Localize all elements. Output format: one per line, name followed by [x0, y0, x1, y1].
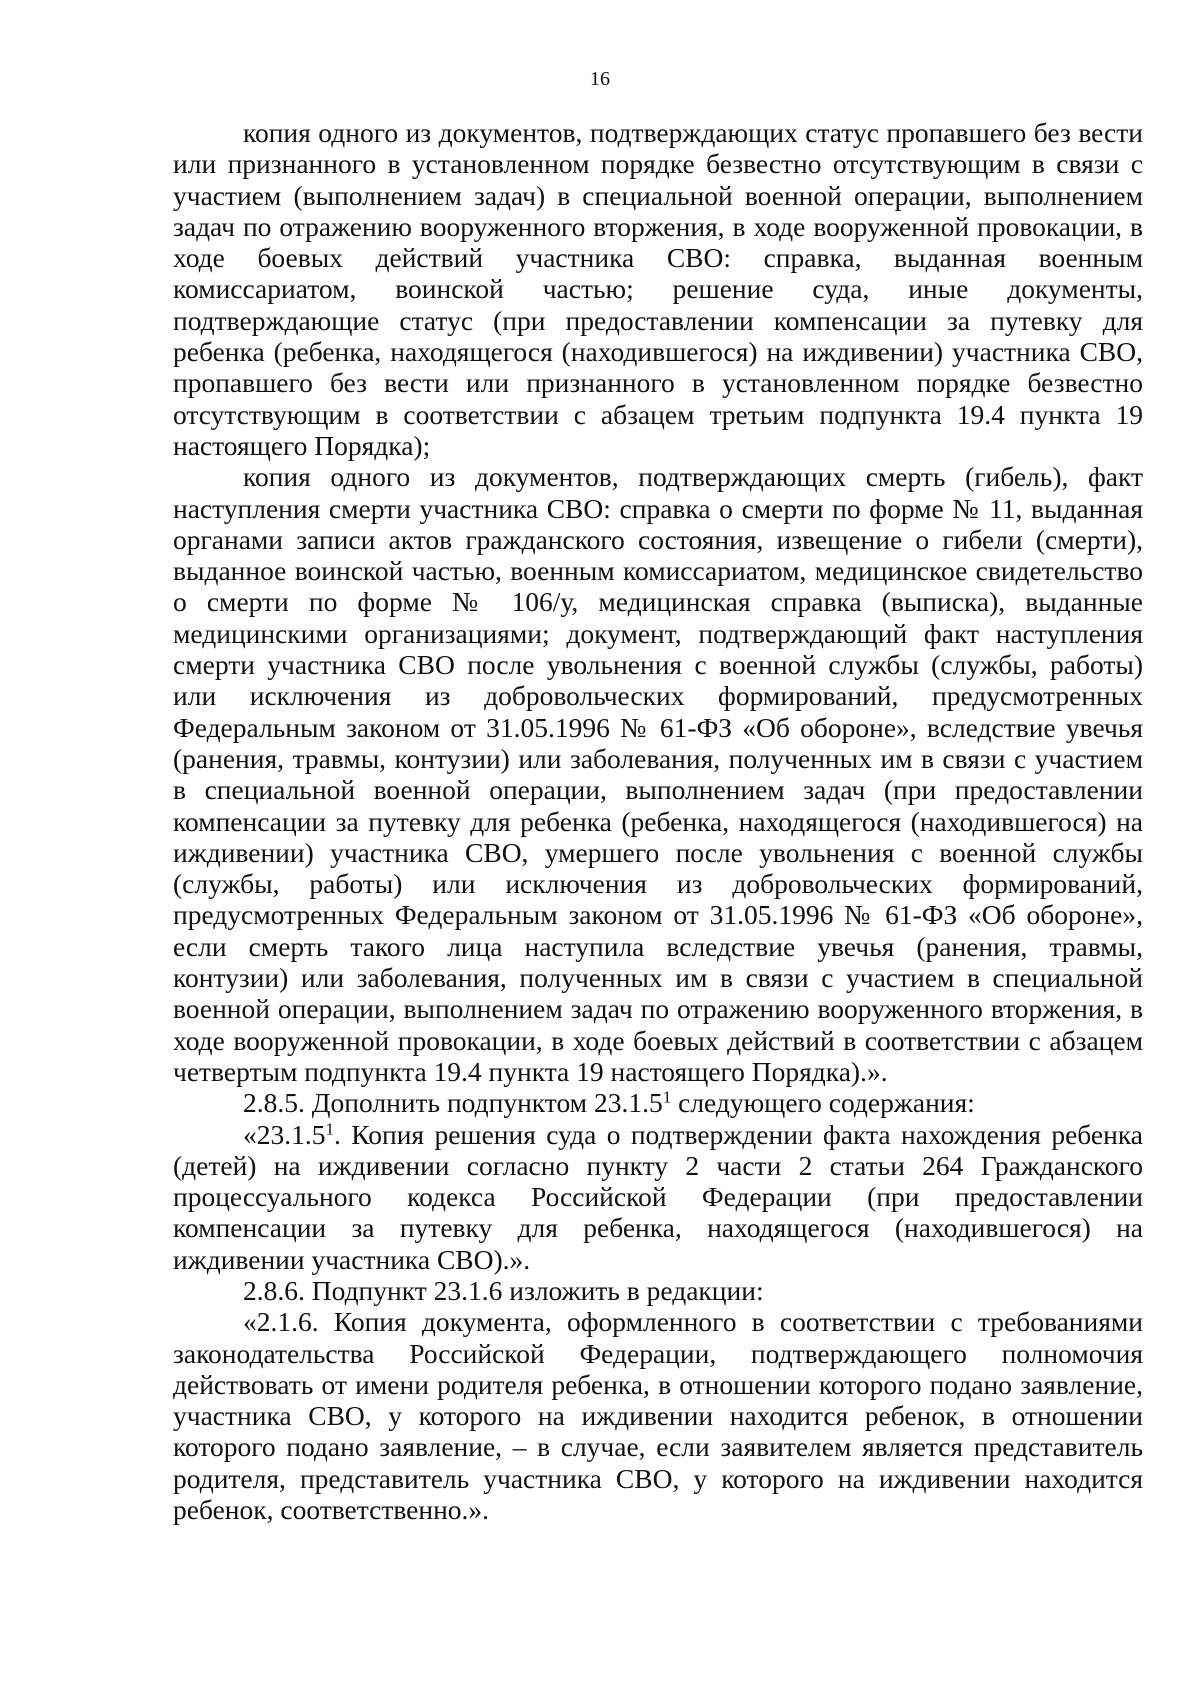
paragraph-text: «23.1.5 [243, 1118, 326, 1150]
document-body [173, 117, 1143, 1525]
paragraph-text: . Копия решения суда о подтверждении факта нахождения ребенка (детей) на иждивении согласно пункту 2 части 2 статьи 264 Гражданского процессуального кодекса Российской Федерации (при предоставлении компенсации за путевку для ребенка, находящегося (находившегося) на иждивении участника СВО).». [173, 1118, 1143, 1275]
paragraph-text: следующего содержания: [671, 1087, 975, 1119]
paragraph-item-23-1-5-1 [173, 1119, 1143, 1275]
paragraph-death-docs: копия одного из документов, подтверждающих смерть (гибель), факт наступления смерти участника СВО: справка о смерти по форме № 11, выданная органами записи актов гражданского состояния, извещение о гибели (смерти), выданное воинской частью, военным комиссариатом, медицинское свидетельство о смерти по форме № 106/у, медицинская справка (выписка), выданные медицинскими организациями; документ, подтверждающий факт наступления смерти участника СВО после увольнения с военной службы (службы, работы) или исключения из добровольческих формирований, предусмотренных Федеральным законом от 31.05.1996 № 61-ФЗ «Об обороне», вследствие увечья (ранения, травмы, контузии) или заболевания, полученных им в связи с участием в специальной военной операции, выполнением задач (при предоставлении компенсации за путевку для ребенка (ребенка, находящегося (находившегося) на иждивении) участника СВО, умершего после увольнения с военной службы (службы, работы) или исключения из добровольческих формирований, предусмотренных Федеральным законом от 31.05.1996 № 61-ФЗ «Об обороне», если смерть такого лица наступила вследствие увечья (ранения, травмы, контузии) или заболевания, полученных им в связи с участием в специальной военной операции, выполнением задач по отражению вооруженного вторжения, в ходе вооруженной провокации, в ходе боевых действий в соответствии с абзацем четвертым подпункта 19.4 пункта 19 настоящего Порядка).». [173, 461, 1143, 1087]
paragraph-item-2-1-6: «2.1.6. Копия документа, оформленного в соответствии с требованиями законодательства Российской Федерации, подтверждающего полномочия действовать от имени родителя ребенка, в отношении которого подано заявление, участника СВО, у которого на иждивении находится ребенок, в отношении которого подано заявление, – в случае, если заявителем является представитель родителя, представитель участника СВО, у которого на иждивении находится ребенок, соответственно.». [173, 1306, 1143, 1526]
paragraph-item-2-8-5 [173, 1087, 1143, 1118]
paragraph-missing-status-docs: копия одного из документов, подтверждающих статус пропавшего без вести или признанного в установленном порядке безвестно отсутствующим в связи с участием (выполнением задач) в специальной военной операции, выполнением задач по отражению вооруженного вторжения, в ходе вооруженной провокации, в ходе боевых действий участника СВО: справка, выданная военным комиссариатом, воинской частью; решение суда, иные документы, подтверждающие статус (при предоставлении компенсации за путевку для ребенка (ребенка, находящегося (находившегося) на иждивении) участника СВО, пропавшего без вести или признанного в установленном порядке безвестно отсутствующим в соответствии с абзацем третьим подпункта 19.4 пункта 19 настоящего Порядка); [173, 117, 1143, 461]
superscript: 1 [662, 1087, 672, 1107]
page-number: 16 [590, 68, 610, 90]
superscript: 1 [325, 1119, 335, 1139]
paragraph-item-2-8-6: 2.8.6. Подпункт 23.1.6 изложить в редакции: [243, 1274, 764, 1306]
paragraph-text: 2.8.5. Дополнить подпунктом 23.1.5 [243, 1087, 663, 1119]
